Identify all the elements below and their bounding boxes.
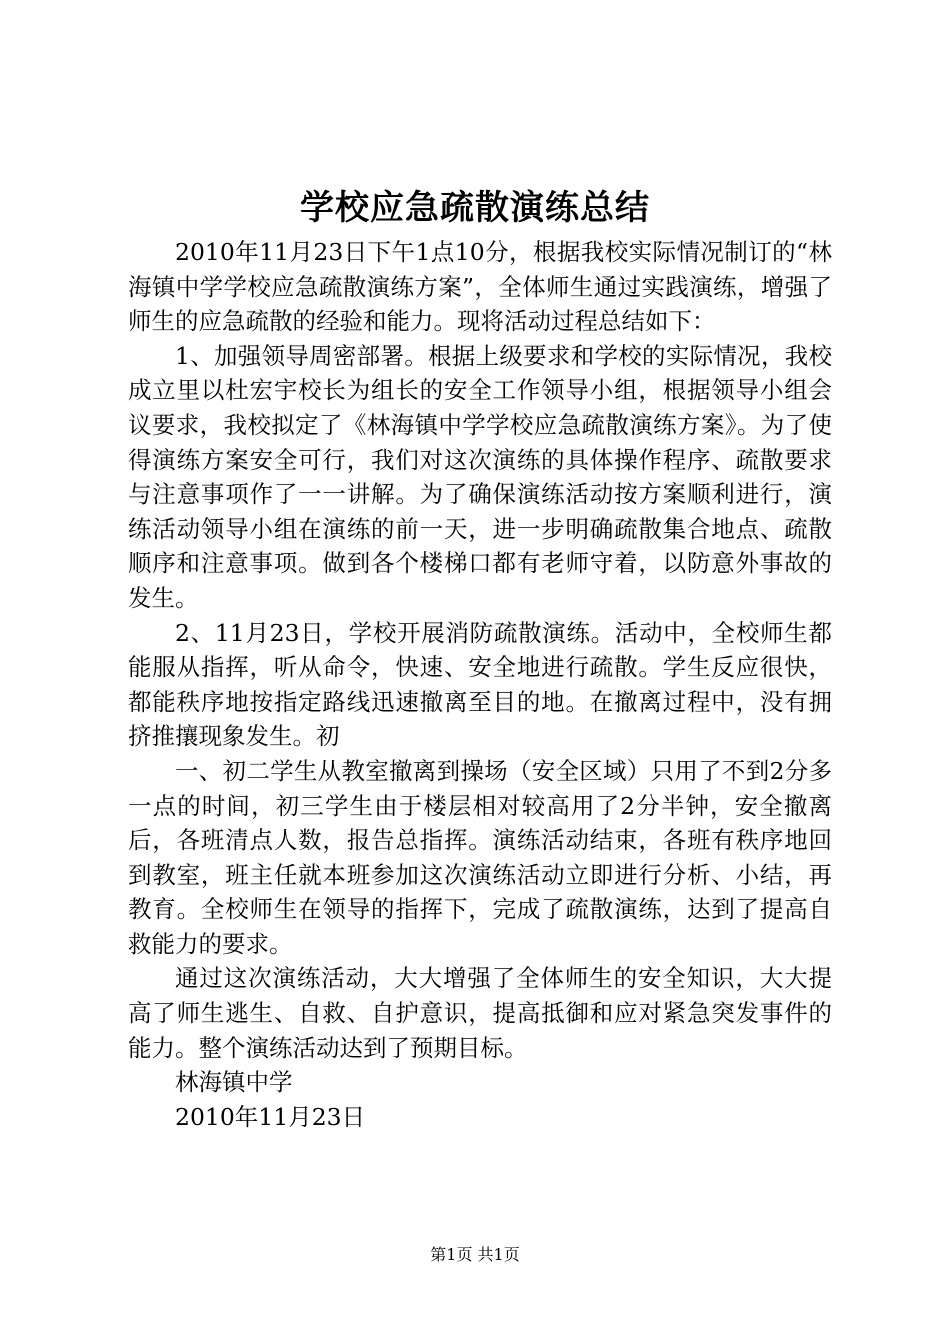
page-footer: 第1页 共1页 <box>430 1245 520 1264</box>
paragraph-evacuation-time: 一、初二学生从教室撤离到操场（安全区域）只用了不到2分多一点的时间，初三学生由于楼层相对较高用了2分半钟，安全撤离后，各班清点人数，报告总指挥。演练活动结束，各班有秩序地回到教室，班主任就本班参加这次演练活动立即进行分析、小结，再教育。全校师生在领导的指挥下，完成了疏散演练，达到了提高自救能力的要求。 <box>128 756 832 958</box>
paragraph-intro: 2010年11月23日下午1点10分，根据我校实际情况制订的“林海镇中学学校应急疏散演练方案”，全体师生通过实践演练，增强了师生的应急疏散的经验和能力。现将活动过程总结如下： <box>128 238 832 336</box>
signature-date: 2010年11月23日 <box>175 1102 366 1131</box>
document-body <box>128 235 832 1134</box>
paragraph-conclusion: 通过这次演练活动，大大增强了全体师生的安全知识，大大提高了师生逃生、自救、自护意识，提高抵御和应对紧急突发事件的能力。整个演练活动达到了预期目标。 <box>128 964 832 1062</box>
signature-organization: 林海镇中学 <box>175 1068 293 1097</box>
paragraph-drill: 2、11月23日，学校开展消防疏散演练。活动中，全校师生都能服从指挥，听从命令，快速、安全地进行疏散。学生反应很快，都能秩序地按指定路线迅速撤离至目的地。在撤离过程中，没有拥挤推攘现象发生。初 <box>128 618 832 751</box>
document-title: 学校应急疏散演练总结 <box>300 188 650 228</box>
paragraph-leadership: 1、加强领导周密部署。根据上级要求和学校的实际情况，我校成立里以杜宏宇校长为组长的安全工作领导小组，根据领导小组会议要求，我校拟定了《林海镇中学学校应急疏散演练方案》。为了使得演练方案安全可行，我们对这次演练的具体操作程序、疏散要求与注意事项作了一一讲解。为了确保演练活动按方案顺利进行，演练活动领导小组在演练的前一天，进一步明确疏散集合地点、疏散顺序和注意事项。做到各个楼梯口都有老师守着，以防意外事故的发生。 <box>128 341 832 612</box>
